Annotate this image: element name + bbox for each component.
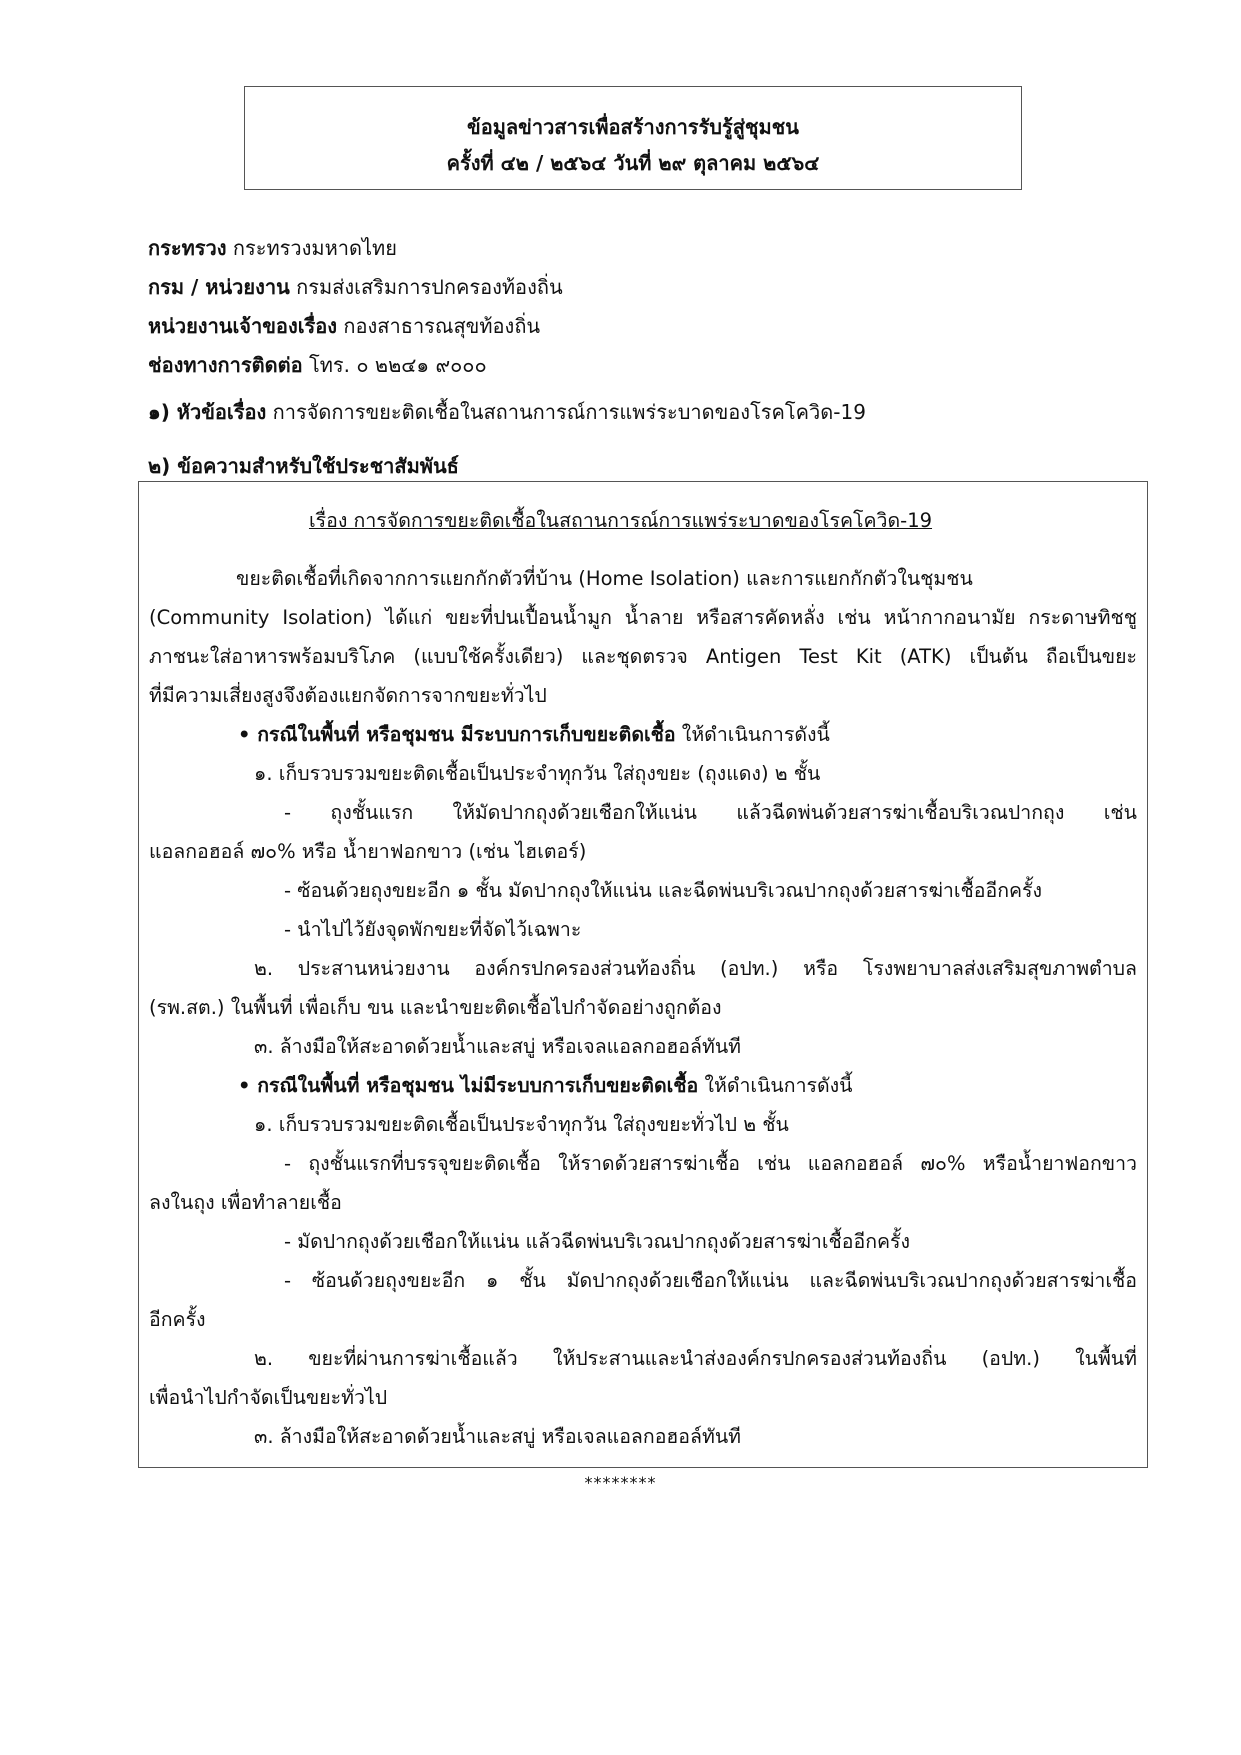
list-item: ๑. เก็บรวบรวมขยะติดเชื้อเป็นประจำทุกวัน ใส่ถุงขยะทั่วไป ๒ ชั้น bbox=[254, 1113, 789, 1136]
list-item: ๓. ล้างมือให้สะอาดด้วยน้ำและสบู่ หรือเจลแอลกอฮอล์ทันที bbox=[254, 1035, 742, 1058]
section-1-label: ๑) หัวข้อเรื่อง bbox=[148, 400, 267, 424]
section-2-label: ๒) ข้อความสำหรับใช้ประชาสัมพันธ์ bbox=[148, 454, 459, 478]
owner-line bbox=[148, 310, 540, 342]
contact-line bbox=[148, 349, 487, 381]
list-item: ๒. ประสานหน่วยงาน องค์กรปกครองส่วนท้องถิ่น (อปท.) หรือ โรงพยาบาลส่งเสริมสุขภาพตำบล bbox=[254, 957, 1137, 980]
list-item: อีกครั้ง bbox=[149, 1308, 206, 1331]
case-2-bold: • กรณีในพื้นที่ หรือชุมชน ไม่มีระบบการเก็บขยะติดเชื้อ bbox=[238, 1074, 699, 1097]
department-value: กรมส่งเสริมการปกครองท้องถิ่น bbox=[289, 275, 563, 299]
list-item: - นำไปไว้ยังจุดพักขยะที่จัดไว้เฉพาะ bbox=[284, 918, 582, 941]
case-1-rest: ให้ดำเนินการดังนี้ bbox=[675, 723, 830, 746]
title-box bbox=[244, 86, 1022, 190]
contact-label: ช่องทางการติดต่อ bbox=[148, 353, 303, 377]
paragraph-line: ภาชนะใส่อาหารพร้อมบริโภค (แบบใช้ครั้งเดียว) และชุดตรวจ Antigen Test Kit (ATK) เป็นต้น ถือเป็นขยะ bbox=[149, 645, 1137, 668]
ministry-line bbox=[148, 232, 397, 264]
ministry-label: กระทรวง bbox=[148, 236, 227, 260]
list-item: - ซ้อนด้วยถุงขยะอีก ๑ ชั้น มัดปากถุงด้วยเชือกให้แน่น และฉีดพ่นบริเวณปากถุงด้วยสารฆ่าเชื้อ bbox=[284, 1269, 1137, 1292]
paragraph-line: (Community Isolation) ได้แก่ ขยะที่ปนเปื้อนน้ำมูก น้ำลาย หรือสารคัดหลั่ง เช่น หน้ากากอนามัย กระดาษทิชชู bbox=[149, 606, 1137, 629]
section-1-topic bbox=[148, 396, 866, 428]
list-item: แอลกอฮอล์ ๗๐% หรือ น้ำยาฟอกขาว (เช่น ไฮเตอร์) bbox=[149, 840, 587, 863]
section-1-value: การจัดการขยะติดเชื้อในสถานการณ์การแพร่ระบาดของโรคโควิด-19 bbox=[266, 400, 866, 424]
content-heading: เรื่อง การจัดการขยะติดเชื้อในสถานการณ์การแพร่ระบาดของโรคโควิด-19 bbox=[308, 509, 933, 532]
case-2-rest: ให้ดำเนินการดังนี้ bbox=[698, 1074, 853, 1097]
paragraph-line: ขยะติดเชื้อที่เกิดจากการแยกกักตัวที่บ้าน (Home Isolation) และการแยกกักตัวในชุมชน bbox=[236, 567, 973, 590]
case-1-heading bbox=[238, 719, 830, 750]
department-line bbox=[148, 271, 563, 303]
list-item: (รพ.สต.) ในพื้นที่ เพื่อเก็บ ขน และนำขยะติดเชื้อไปกำจัดอย่างถูกต้อง bbox=[149, 996, 722, 1019]
document-title: ข้อมูลข่าวสารเพื่อสร้างการรับรู้สู่ชุมชน bbox=[467, 115, 799, 139]
paragraph-line: ที่มีความเสี่ยงสูงจึงต้องแยกจัดการจากขยะทั่วไป bbox=[149, 684, 547, 707]
list-item: ๑. เก็บรวบรวมขยะติดเชื้อเป็นประจำทุกวัน ใส่ถุงขยะ (ถุงแดง) ๒ ชั้น bbox=[254, 762, 821, 785]
department-label: กรม / หน่วยงาน bbox=[148, 275, 290, 299]
contact-value: โทร. ๐ ๒๒๔๑ ๙๐๐๐ bbox=[302, 353, 487, 377]
owner-label: หน่วยงานเจ้าของเรื่อง bbox=[148, 314, 338, 338]
list-item: ลงในถุง เพื่อทำลายเชื้อ bbox=[149, 1191, 342, 1214]
list-item: ๓. ล้างมือให้สะอาดด้วยน้ำและสบู่ หรือเจลแอลกอฮอล์ทันที bbox=[254, 1425, 742, 1448]
list-item: - มัดปากถุงด้วยเชือกให้แน่น แล้วฉีดพ่นบริเวณปากถุงด้วยสารฆ่าเชื้ออีกครั้ง bbox=[284, 1230, 911, 1253]
case-1-bold: • กรณีในพื้นที่ หรือชุมชน มีระบบการเก็บขยะติดเชื้อ bbox=[238, 723, 676, 746]
case-2-heading bbox=[238, 1070, 853, 1101]
list-item: ๒. ขยะที่ผ่านการฆ่าเชื้อแล้ว ให้ประสานและนำส่งองค์กรปกครองส่วนท้องถิ่น (อปท.) ในพื้นที่ bbox=[254, 1347, 1137, 1370]
ministry-value: กระทรวงมหาดไทย bbox=[226, 236, 397, 260]
list-item: - ซ้อนด้วยถุงขยะอีก ๑ ชั้น มัดปากถุงให้แน่น และฉีดพ่นบริเวณปากถุงด้วยสารฆ่าเชื้ออีกครั้ง bbox=[284, 879, 1043, 902]
owner-value: กองสาธารณสุขท้องถิ่น bbox=[337, 314, 541, 338]
list-item: - ถุงชั้นแรก ให้มัดปากถุงด้วยเชือกให้แน่น แล้วฉีดพ่นด้วยสารฆ่าเชื้อบริเวณปากถุง เช่น bbox=[284, 801, 1137, 824]
issue-date-line: ครั้งที่ ๔๒ / ๒๕๖๔ วันที่ ๒๙ ตุลาคม ๒๕๖๔ bbox=[446, 151, 820, 175]
end-marker: ******** bbox=[584, 1473, 657, 1492]
list-item: เพื่อนำไปกำจัดเป็นขยะทั่วไป bbox=[149, 1386, 388, 1409]
list-item: - ถุงชั้นแรกที่บรรจุขยะติดเชื้อ ให้ราดด้วยสารฆ่าเชื้อ เช่น แอลกอฮอล์ ๗๐% หรือน้ำยาฟอกขาว bbox=[284, 1152, 1137, 1175]
